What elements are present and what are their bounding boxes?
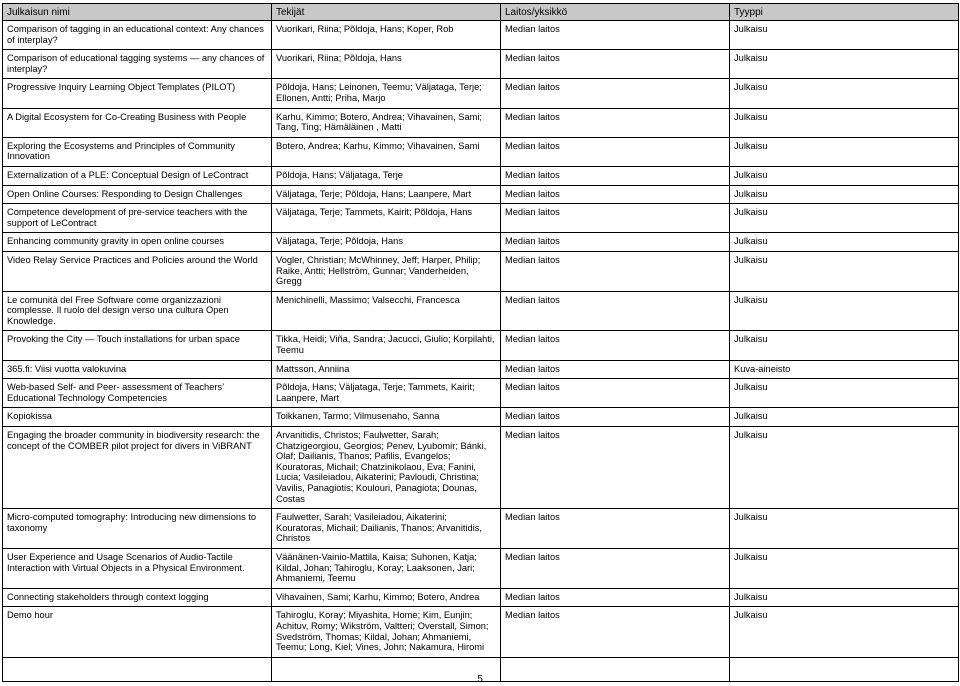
cell-type: Julkaisu [730,291,959,331]
cell-department: Median laitos [501,427,730,509]
cell-department: Median laitos [501,50,730,79]
cell-type: Julkaisu [730,166,959,185]
table-row [3,408,959,427]
cell-authors: Mattsson, Anniina [272,360,501,379]
cell-authors: Botero, Andrea; Karhu, Kimmo; Vihavainen, Sami [272,137,501,166]
table-row [3,79,959,108]
table-row [3,379,959,408]
cell-authors: Põldoja, Hans; Väljataga, Terje; Tammets, Kairit; Laanpere, Mart [272,379,501,408]
cell-department: Median laitos [501,331,730,360]
cell-authors: Tahiroglu, Koray; Miyashita, Home; Kim, Eunjin; Achituv, Romy; Wikström, Valtteri; Overstall, Simon; Svedström, Thomas; Kildal, Johan; Ahmaniemi, Teemu; Long, Kiel; Vines, John; Nakamura, Hiromi [272,607,501,657]
cell-type: Julkaisu [730,233,959,252]
cell-type: Julkaisu [730,185,959,204]
cell-title: Exploring the Ecosystems and Principles of Community Innovation [3,137,272,166]
header-type: Tyyppi [730,4,959,21]
cell-type: Julkaisu [730,79,959,108]
cell-authors: Vuorikari, Riina; Põldoja, Hans; Koper, Rob [272,21,501,50]
cell-department: Median laitos [501,233,730,252]
cell-department: Median laitos [501,166,730,185]
cell-type: Julkaisu [730,331,959,360]
page-number: 5 [477,674,483,685]
cell-department: Median laitos [501,607,730,657]
table-row [3,108,959,137]
cell-department: Median laitos [501,251,730,291]
cell-department: Median laitos [501,509,730,549]
table-row [3,291,959,331]
publication-table [2,3,959,682]
table-row [3,233,959,252]
table-row [3,548,959,588]
table-body [3,21,959,682]
table-row [3,509,959,549]
cell-title: Video Relay Service Practices and Policies around the World [3,251,272,291]
cell-authors: Tikka, Heidi; Viña, Sandra; Jacucci, Giulio; Korpilahti, Teemu [272,331,501,360]
cell-type: Julkaisu [730,50,959,79]
cell-department: Median laitos [501,360,730,379]
cell-department: Median laitos [501,79,730,108]
cell-department: Median laitos [501,185,730,204]
cell-department: Median laitos [501,21,730,50]
cell-title: Provoking the City — Touch installations for urban space [3,331,272,360]
cell-title: Competence development of pre-service teachers with the support of LeContract [3,204,272,233]
cell-authors: Põldoja, Hans; Leinonen, Teemu; Väljataga, Terje; Ellonen, Antti; Priha, Marjo [272,79,501,108]
cell-department: Median laitos [501,137,730,166]
cell-authors: Väänänen-Vainio-Mattila, Kaisa; Suhonen, Katja; Kildal, Johan; Tahiroglu, Koray; Laaksonen, Jari; Ahmaniemi, Teemu [272,548,501,588]
cell-authors: Väljataga, Terje; Põldoja, Hans; Laanpere, Mart [272,185,501,204]
cell-title: Progressive Inquiry Learning Object Templates (PILOT) [3,79,272,108]
table-row [3,360,959,379]
table-row [3,185,959,204]
cell-title: Externalization of a PLE: Conceptual Design of LeContract [3,166,272,185]
cell-type: Julkaisu [730,21,959,50]
table-header-row [3,4,959,21]
cell-title: Web-based Self- and Peer- assessment of Teachers’ Educational Technology Competencies [3,379,272,408]
cell-title: Engaging the broader community in biodiversity research: the concept of the COMBER pilot project for divers in ViBRANT [3,427,272,509]
cell-authors: Väljataga, Terje; Põldoja, Hans [272,233,501,252]
table-row [3,166,959,185]
cell-type: Julkaisu [730,588,959,607]
cell-department: Median laitos [501,291,730,331]
table-row [3,21,959,50]
publication-table-wrapper [2,3,958,682]
header-authors: Tekijät [272,4,501,21]
cell-type: Julkaisu [730,379,959,408]
table-row [3,427,959,509]
cell-authors: Põldoja, Hans; Väljataga, Terje [272,166,501,185]
table-row [3,607,959,657]
cell-title: Micro-computed tomography: Introducing new dimensions to taxonomy [3,509,272,549]
cell-authors: Toikkanen, Tarmo; Vilmusenaho, Sanna [272,408,501,427]
cell-authors: Vihavainen, Sami; Karhu, Kimmo; Botero, Andrea [272,588,501,607]
cell-title: Demo hour [3,607,272,657]
cell-type: Julkaisu [730,204,959,233]
cell-title: Comparison of educational tagging systems — any chances of interplay? [3,50,272,79]
cell-authors: Arvanitidis, Christos; Faulwetter, Sarah; Chatzigeorgiou, Georgios; Penev, Lyubomir; Bánki, Olaf; Dailianis, Thanos; Pafilis, Evangelos; Kouratoras, Michail; Chatzinikolaou, Eva; Fanini, Lucia; Vasileiadou, Aikaterini; Pavloudi, Christina; Vavilis, Panagiotis; Koulouri, Panagiota; Dounas, Costas [272,427,501,509]
table-row [3,50,959,79]
cell-type: Kuva-aineisto [730,360,959,379]
cell-authors: Faulwetter, Sarah; Vasileiadou, Aikaterini; Kouratoras, Michail; Dailianis, Thanos; Arvanitidis, Christos [272,509,501,549]
cell-type: Julkaisu [730,408,959,427]
cell-department: Median laitos [501,588,730,607]
cell-department: Median laitos [501,204,730,233]
cell-department: Median laitos [501,548,730,588]
cell-authors: Karhu, Kimmo; Botero, Andrea; Vihavainen, Sami; Tang, Ting; Hämäläinen , Matti [272,108,501,137]
cell-title: Enhancing community gravity in open online courses [3,233,272,252]
table-row [3,251,959,291]
cell-authors: Väljataga, Terje; Tammets, Kairit; Põldoja, Hans [272,204,501,233]
cell-department: Median laitos [501,108,730,137]
cell-title: User Experience and Usage Scenarios of Audio-Tactile Interaction with Virtual Objects in a Physical Environment. [3,548,272,588]
cell-type: Julkaisu [730,108,959,137]
cell-authors: Vogler, Christian; McWhinney, Jeff; Harper, Philip; Raike, Antti; Hellström, Gunnar; Vanderheiden, Gregg [272,251,501,291]
cell-type: Julkaisu [730,509,959,549]
cell-authors: Menichinelli, Massimo; Valsecchi, Francesca [272,291,501,331]
table-row [3,137,959,166]
table-row [3,588,959,607]
header-title: Julkaisun nimi [3,4,272,21]
cell-department: Median laitos [501,379,730,408]
cell-title: A Digital Ecosystem for Co-Creating Business with People [3,108,272,137]
cell-type: Julkaisu [730,607,959,657]
cell-title: Le comunità del Free Software come organizzazioni complesse. Il ruolo del design verso una cultura Open Knowledge. [3,291,272,331]
cell-type: Julkaisu [730,137,959,166]
table-row [3,204,959,233]
cell-type: Julkaisu [730,427,959,509]
cell-department: Median laitos [501,408,730,427]
cell-title: 365.fi: Viisi vuotta valokuvina [3,360,272,379]
cell-title: Open Online Courses: Responding to Design Challenges [3,185,272,204]
cell-title: Comparison of tagging in an educational context: Any chances of interplay? [3,21,272,50]
header-department: Laitos/yksikkö [501,4,730,21]
cell-authors: Vuorikari, Riina; Põldoja, Hans [272,50,501,79]
cell-type: Julkaisu [730,251,959,291]
cell-title: Connecting stakeholders through context logging [3,588,272,607]
cell-type: Julkaisu [730,548,959,588]
cell-title: Kopiokissa [3,408,272,427]
table-row [3,331,959,360]
